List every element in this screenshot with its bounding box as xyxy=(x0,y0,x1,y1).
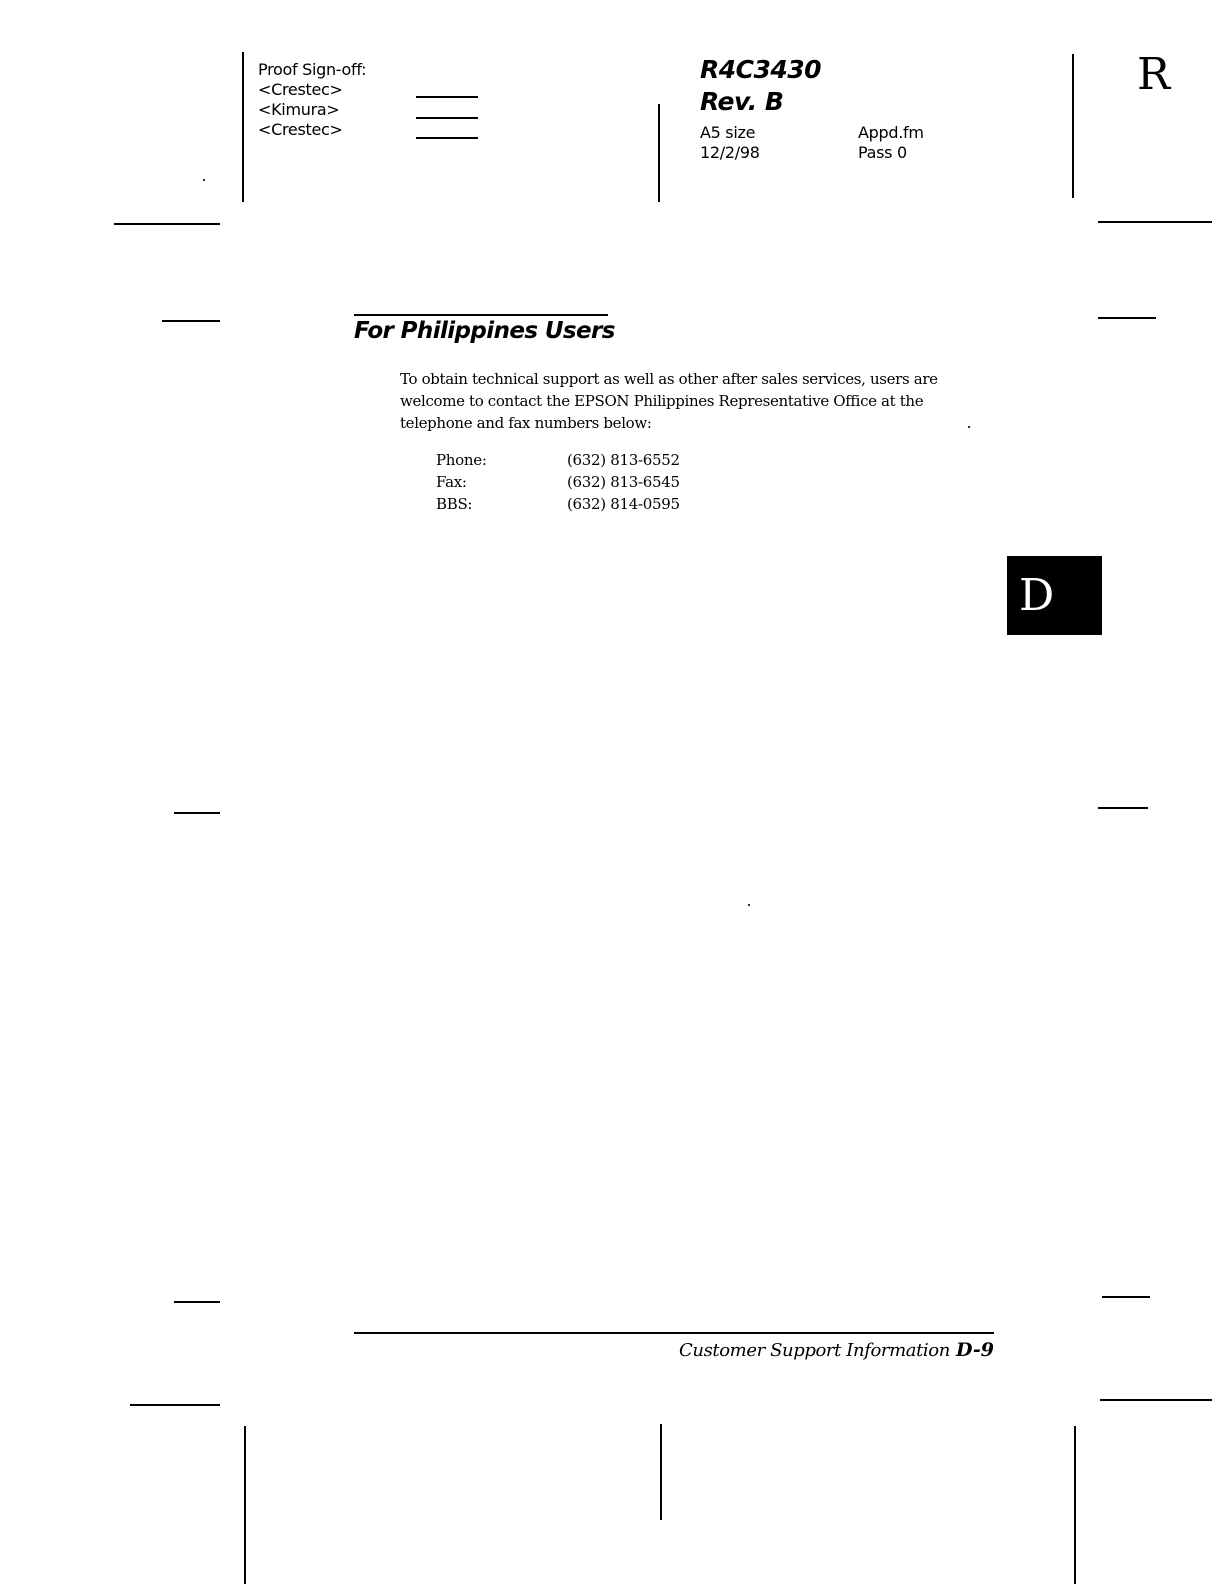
contact-value-fax: (632) 813-6545 xyxy=(567,473,680,491)
section-body: To obtain technical support as well as other after sales services, users are welcome to contact the EPSON Philippines Representative Office at the telephone and fax numbers below: xyxy=(400,370,938,432)
crop-mark-left-1 xyxy=(114,223,220,225)
stray-mark-2 xyxy=(968,426,970,428)
frame-line-top-left xyxy=(242,52,244,202)
document-size: A5 size xyxy=(700,123,756,142)
contact-table xyxy=(436,449,680,515)
section-title: For Philippines Users xyxy=(354,318,615,344)
contact-row-fax xyxy=(436,471,680,493)
contact-value-phone: (632) 813-6552 xyxy=(567,451,680,469)
contact-label-phone: Phone: xyxy=(436,451,487,469)
document-date: 12/2/98 xyxy=(700,143,760,162)
frame-line-bottom-center xyxy=(660,1424,662,1520)
contact-label-bbs: BBS: xyxy=(436,495,473,513)
frame-line-top-center xyxy=(658,104,660,202)
proof-reviewer-2: <Kimura> xyxy=(258,100,340,119)
crop-mark-right-1 xyxy=(1098,221,1212,223)
stray-mark-3 xyxy=(748,904,750,906)
crop-mark-right-5 xyxy=(1100,1399,1212,1401)
crop-mark-right-3 xyxy=(1098,807,1148,809)
crop-mark-left-3 xyxy=(174,812,220,814)
contact-value-bbs: (632) 814-0595 xyxy=(567,495,680,513)
crop-mark-right-2 xyxy=(1098,317,1156,319)
footer-title: Customer Support Information xyxy=(679,1340,950,1361)
document-file: Appd.fm xyxy=(858,123,924,142)
appendix-tab: D xyxy=(1007,556,1102,635)
proof-heading: Proof Sign-off: xyxy=(258,60,367,79)
frame-line-bottom-right xyxy=(1074,1426,1076,1584)
document-id-block xyxy=(700,54,821,118)
document-revision: Rev. B xyxy=(700,87,784,116)
document-id: R4C3430 xyxy=(700,55,822,84)
footer-rule xyxy=(354,1332,994,1334)
crop-mark-left-2 xyxy=(162,320,220,322)
document-pass: Pass 0 xyxy=(858,143,907,162)
contact-label-fax: Fax: xyxy=(436,473,467,491)
frame-line-bottom-left xyxy=(244,1426,246,1584)
crop-mark-left-4 xyxy=(174,1301,220,1303)
contact-row-bbs xyxy=(436,493,680,515)
proof-reviewer-1: <Crestec> xyxy=(258,80,343,99)
stray-mark xyxy=(203,179,205,181)
corner-letter: R xyxy=(1137,49,1171,100)
signature-line-1 xyxy=(416,96,478,98)
proof-signoff-block xyxy=(258,60,366,140)
crop-mark-left-5 xyxy=(130,1404,220,1406)
crop-mark-right-4 xyxy=(1102,1296,1150,1298)
frame-line-top-right xyxy=(1072,54,1074,198)
page-number: D-9 xyxy=(956,1339,994,1361)
signature-line-3 xyxy=(416,137,478,139)
contact-row-phone xyxy=(436,449,680,471)
signature-line-2 xyxy=(416,117,478,119)
proof-reviewer-3: <Crestec> xyxy=(258,120,343,139)
